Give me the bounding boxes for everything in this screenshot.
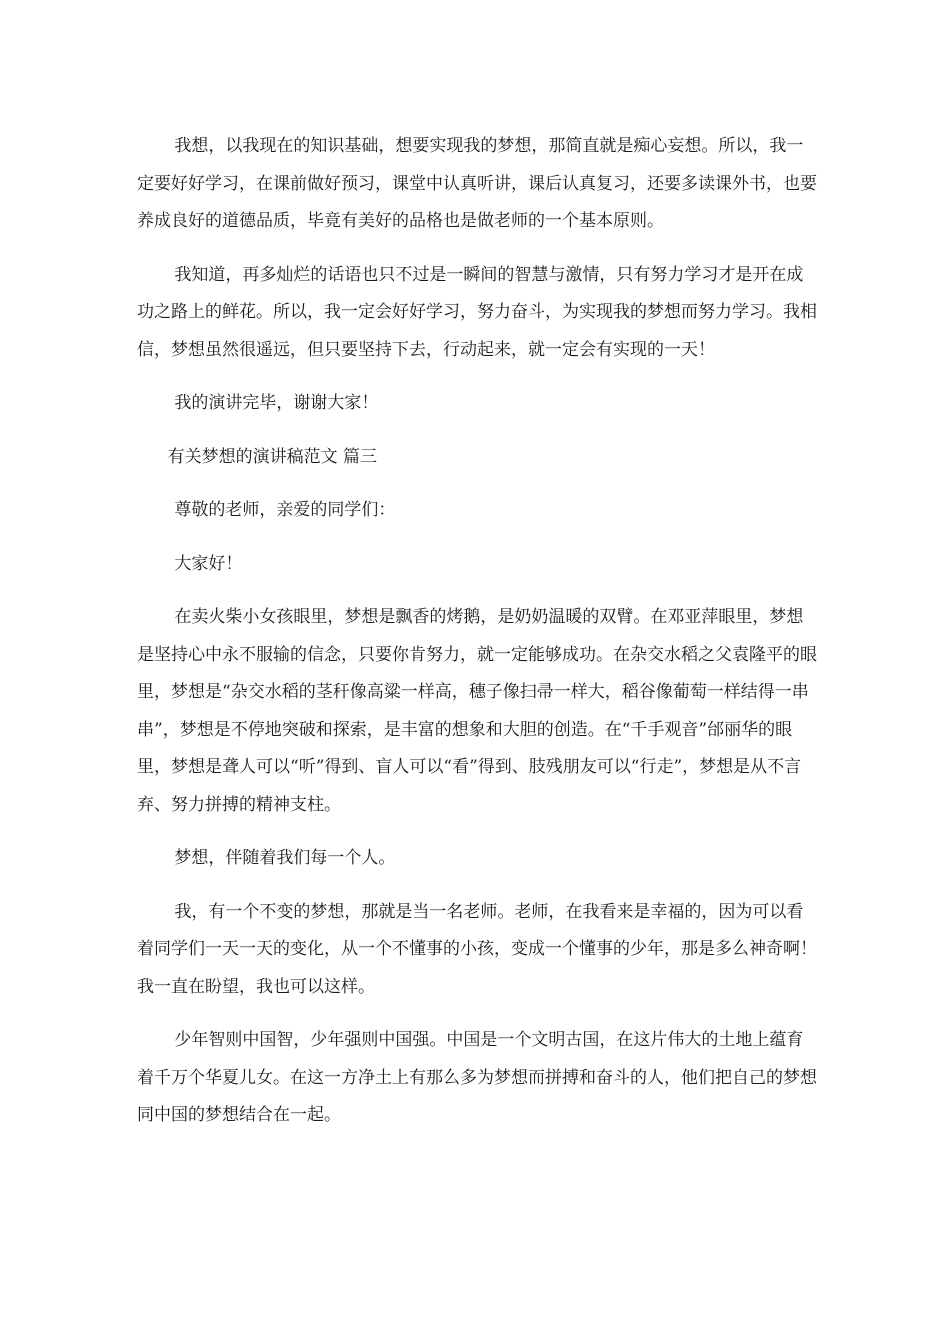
section-heading: 有关梦想的演讲稿范文 篇三 [167,446,377,467]
paragraph: 梦想，伴随着我们每一个人。 [174,848,396,868]
greeting-line: 尊敬的老师，亲爱的同学们： [174,500,396,520]
paragraph-gap [137,824,817,840]
document-body [137,128,817,1135]
paragraph-gap [137,530,817,546]
paragraph: 我的演讲完毕，谢谢大家！ [174,393,379,413]
paragraph-gap [137,583,817,599]
paragraph-gap [137,878,817,894]
paragraph: 我想，以我现在的知识基础，想要实现我的梦想，那简直就是痴心妄想。所以，我一定要好好学习，在课前做好预习，课堂中认真听讲，课后认真复习，还要多读课外书，也要养成良好的道德品质，毕竟有美好的品格也是做老师的一个基本原则。 [137,136,817,231]
paragraph: 我知道，再多灿烂的话语也只不过是一瞬间的智慧与激情，只有努力学习才是开在成功之路上的鲜花。所以，我一定会好好学习，努力奋斗，为实现我的梦想而努力学习。我相信，梦想虽然很遥远，但只要坚持下去，行动起来，就一定会有实现的一天！ [137,264,817,360]
paragraph-gap [137,423,817,439]
greeting-line: 大家好！ [174,553,243,574]
paragraph-gap [137,369,817,385]
paragraph-gap [137,476,817,492]
paragraph: 少年智则中国智，少年强则中国强。中国是一个文明古国，在这片伟大的土地上蕴育着千万个华夏儿女。在这一方净土上有那么多为梦想而拼搏和奋斗的人，他们把自己的梦想同中国的梦想结合在一起。 [137,1030,817,1125]
paragraph-gap [137,241,817,257]
paragraph: 我，有一个不变的梦想，那就是当一名老师。老师，在我看来是幸福的，因为可以看着同学们一天一天的变化，从一个不懂事的小孩，变成一个懂事的少年，那是多么神奇啊！我一直在盼望，我也可以这样。 [137,901,817,997]
paragraph: 在卖火柴小女孩眼里，梦想是飘香的烤鹅，是奶奶温暖的双臂。在邓亚萍眼里，梦想是坚持心中永不服输的信念，只要你肯努力，就一定能够成功。在杂交水稻之父袁隆平的眼里，梦想是“杂交水稻的茎秆像高粱一样高，穗子像扫帚一样大，稻谷像葡萄一样结得一串串”，梦想是不停地突破和探索，是丰富的想象和大胆的创造。在“千手观音”邰丽华的眼里，梦想是聋人可以“听”得到、盲人可以“看”得到、肢残朋友可以“行走”，梦想是从不言弃、努力拼搏的精神支柱。 [137,607,817,815]
paragraph-gap [137,1006,817,1022]
